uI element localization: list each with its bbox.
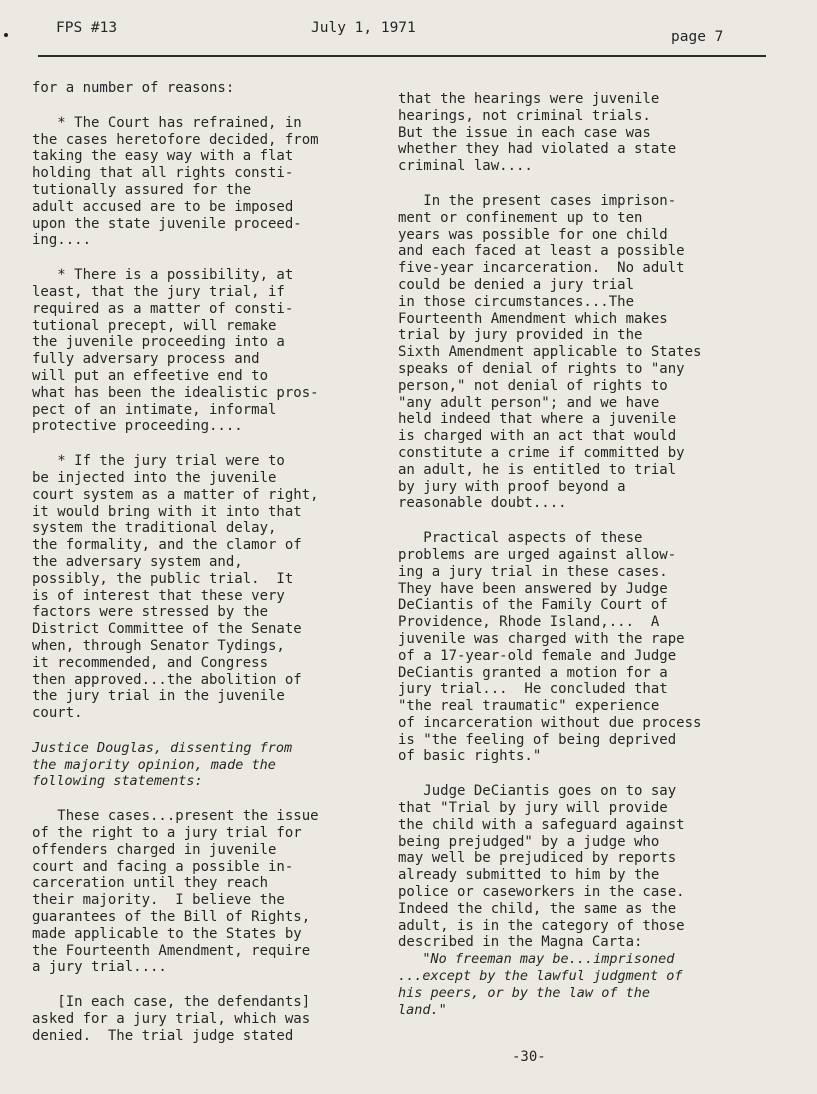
right-column [398,91,770,1018]
paragraph: [In each case, the defendants] asked for a jury trial, which was denied. The trial judge stated [32,994,311,1044]
header-doc-id: FPS #13 [56,20,118,36]
paragraph: for a number of reasons: [32,80,235,96]
paragraph: In the present cases imprison- ment or confinement up to ten years was possible for one child and each faced at least a possible five-year incarceration. No adult could be denied a jury trial in those circumstances...The Fourteenth Amendment which makes trial by jury provided in the Sixth Amendment applicable to States speaks of denial of rights to "any person," not denial of rights to "any adult person"; and we have held indeed that where a juvenile is charged with an act that would constitute a crime if committed by an adult, he is entitled to trial by jury with proof beyond a reasonable doubt.... [398,192,702,512]
paragraph: These cases...present the issue of the right to a jury trial for offenders charged in juvenile court and facing a possible in- carceration until they reach their majority. I believe the guarantees of the Bill of Rights, made applicable to the States by the Fourteenth Amendment, require a jury trial.... [32,808,319,976]
paragraph: * If the jury trial were to be injected into the juvenile court system as a matter of right, it would bring with it into that system the traditional delay, the formality, and the clamor of the adversary system and, possibly, the public trial. It is of interest that these very factors were stressed by the District Committee of the Senate when, through Senator Tydings, it recommended, and Congress then approved...the abolition of the jury trial in the juvenile court. [32,453,319,722]
magna-carta-quote: "No freeman may be...imprisoned ...except by the lawful judgment of his peers, or by the law of the land." [398,951,683,1018]
paragraph: Practical aspects of these problems are urged against allow- ing a jury trial in these cases. They have been answered by Judge DeCiantis of the Family Court of Providence, Rhode Island,... A juvenile was charged with the rape of a 17-year-old female and Judge DeCiantis granted a motion for a jury trial... He concluded that "the real traumatic" experience of incarceration without due process is "the feeling of being deprived of basic rights." [398,530,702,765]
margin-mark [4,33,8,37]
paragraph: * There is a possibility, at least, that the jury trial, if required as a matter of consti- tutional precept, will remake the juvenile proceeding into a fully adversary process and will put an effeetive end to what has been the idealistic pros- pect of an intimate, informal protective proceeding.... [32,267,319,435]
italic-intro: Justice Douglas, dissenting from the majority opinion, made the following statements: [32,739,293,790]
header-page-label: page 7 [671,29,724,45]
left-column [32,80,392,1063]
paragraph: * The Court has refrained, in the cases heretofore decided, from taking the easy way with a flat holding that all rights consti- tutionally assured for the adult accused are to be imposed upon the state juvenile proceed- ing.... [32,114,319,249]
paragraph: that the hearings were juvenile hearings, not criminal trials. But the issue in each case was whether they had violated a state criminal law.... [398,91,677,175]
page-number: -30- [512,1049,546,1065]
header-rule [38,55,766,57]
header-date: July 1, 1971 [311,20,416,36]
paragraph: Judge DeCiantis goes on to say that "Trial by jury will provide the child with a safeguard against being prejudged" by a judge who may well be prejudiced by reports already submitted to him by the police or caseworkers in the case. Indeed the child, the same as the adult, is in the category of those described in the Magna Carta: [398,783,685,951]
